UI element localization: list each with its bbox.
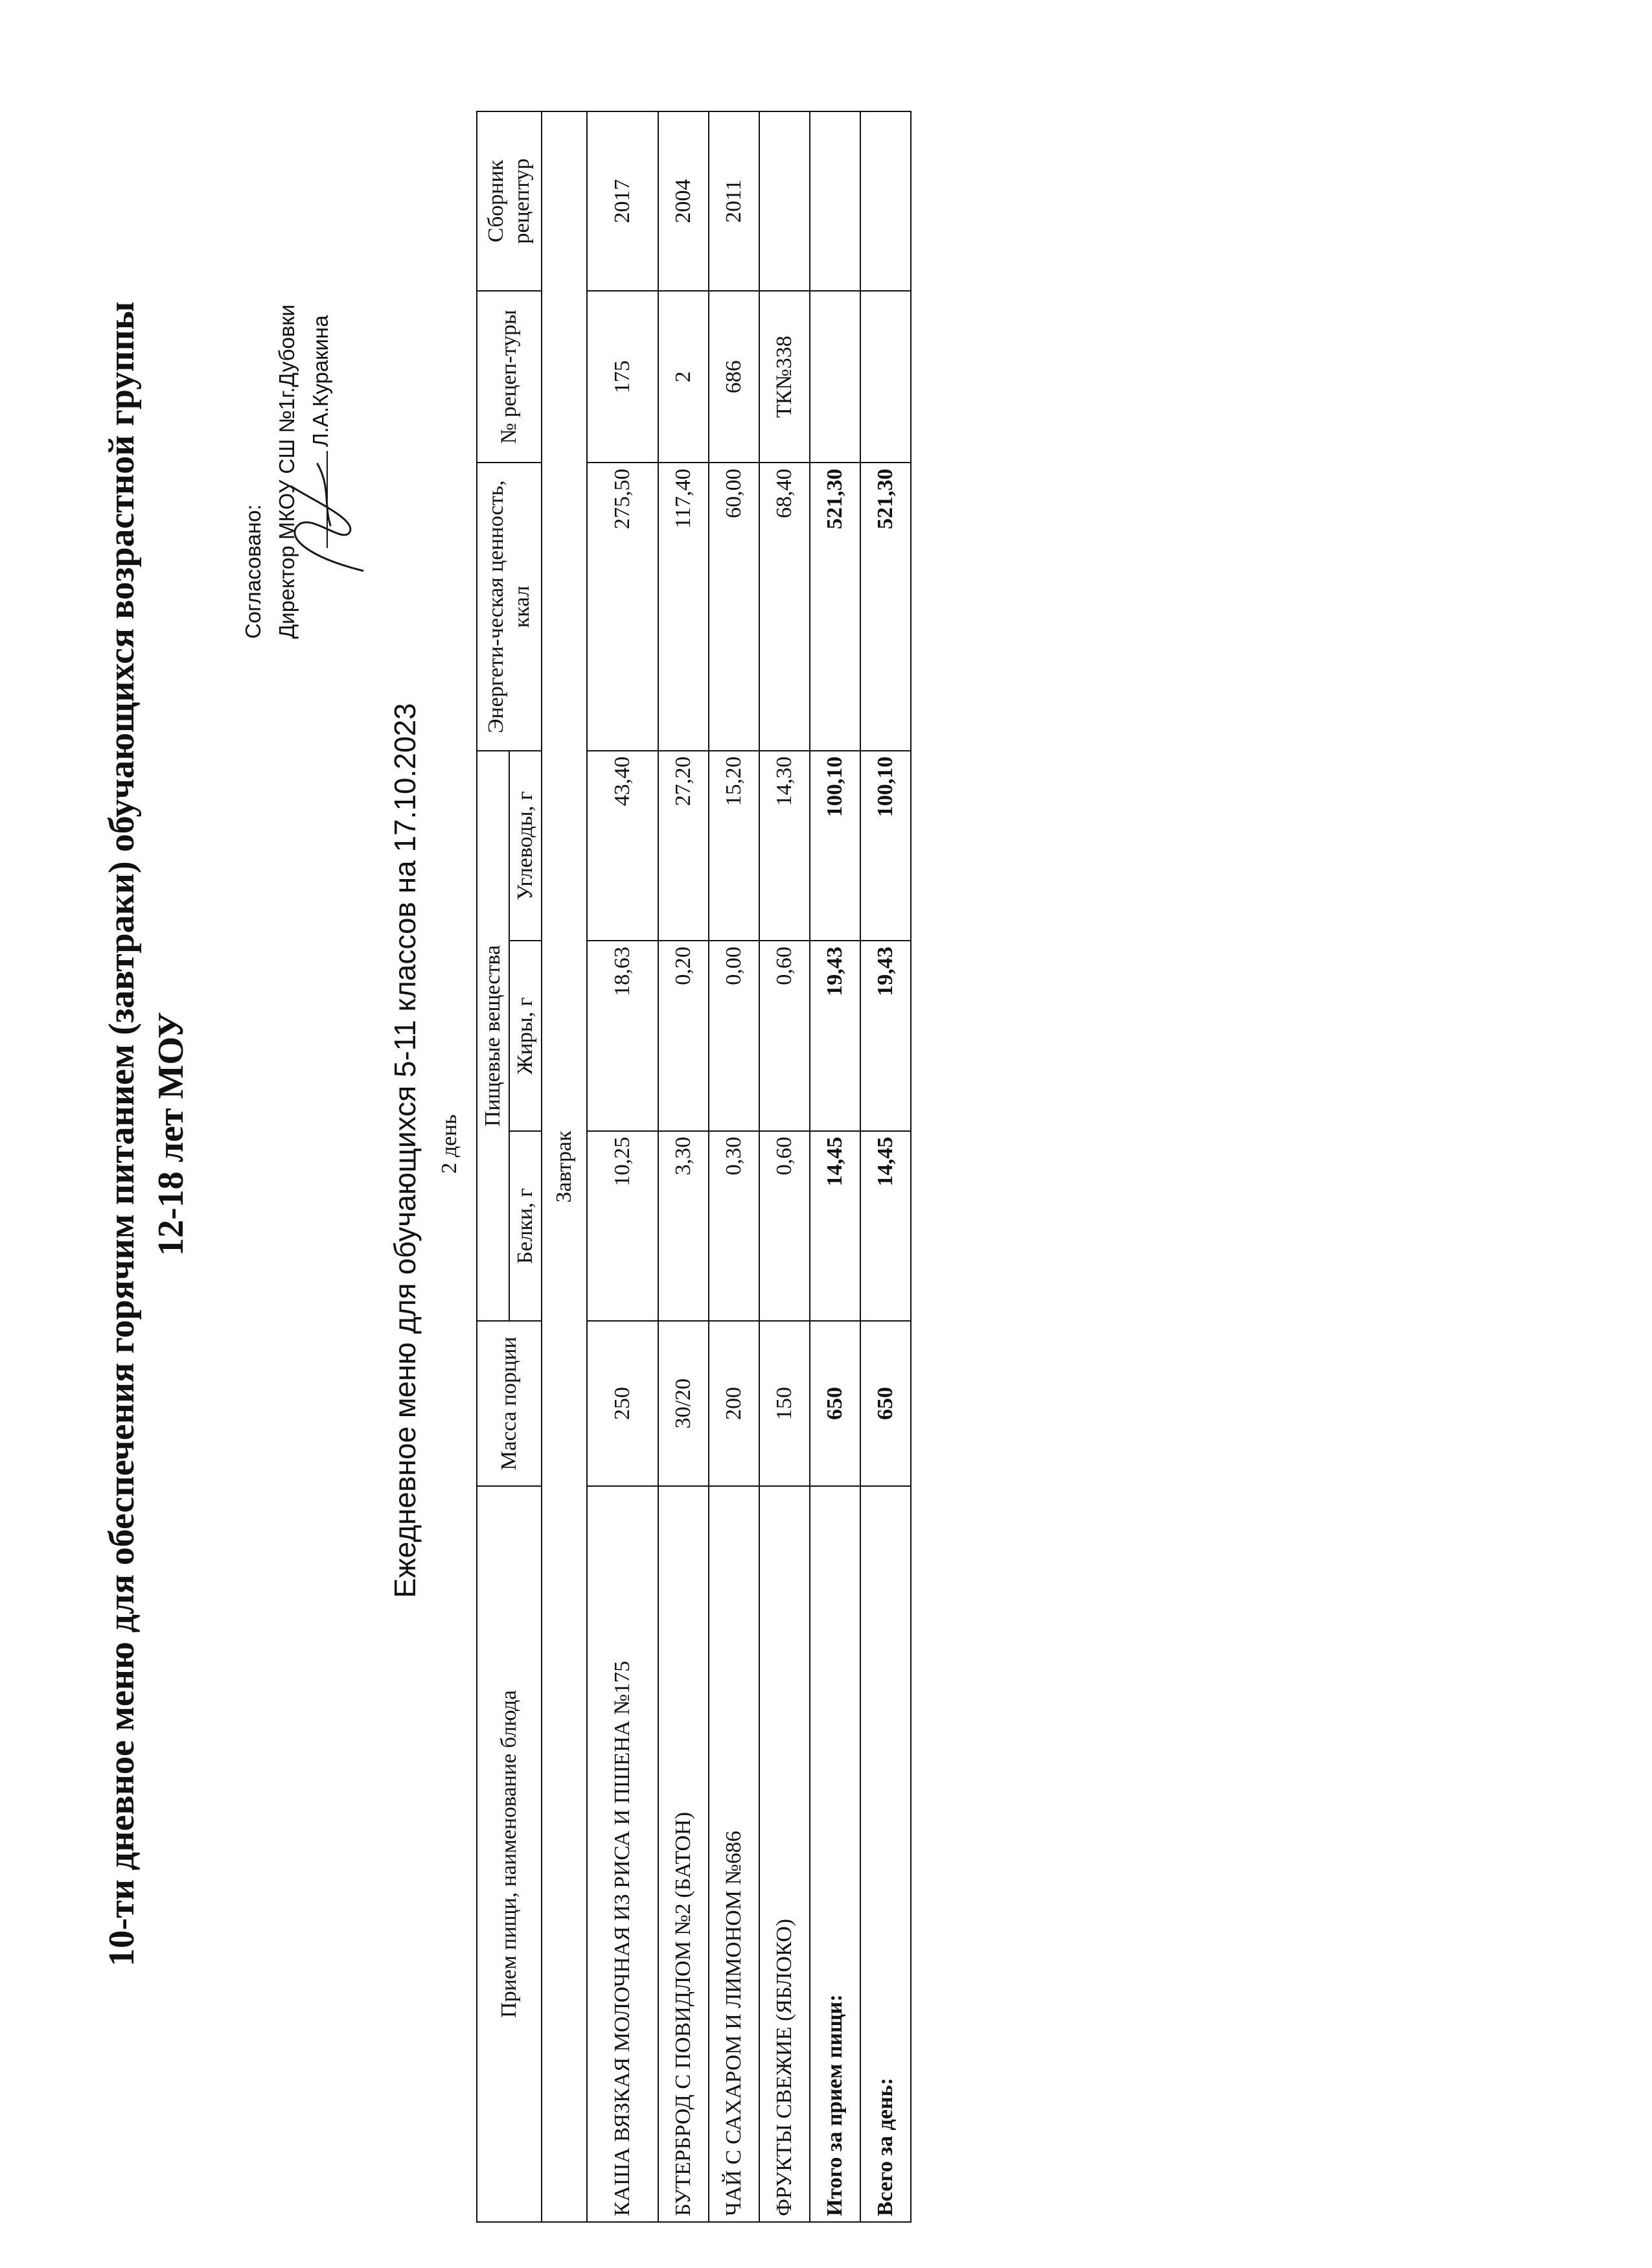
header-nutrients: Пищевые вещества	[477, 751, 509, 1322]
subtotal-energy: 521,30	[810, 463, 860, 751]
header-energy: Энергети-ческая ценность, ккал	[477, 463, 542, 751]
title-line-2: 12-18 лет МОУ	[151, 1012, 191, 1256]
menu-table	[476, 111, 912, 2223]
dish-collection	[759, 111, 810, 291]
dish-proteins: 0,60	[759, 1131, 810, 1322]
subtotal-proteins: 14,45	[810, 1131, 860, 1322]
empty-cell	[860, 291, 911, 463]
dish-name: ФРУКТЫ СВЕЖИЕ (ЯБЛОКО)	[759, 1486, 810, 2222]
approval-position: Директор МКОУ СШ №1г.Дубовки	[275, 304, 299, 639]
total-carbs: 100,10	[860, 751, 911, 941]
dish-mass: 250	[587, 1321, 658, 1485]
total-label: Всего за день:	[860, 1486, 911, 2222]
title-line-1: 10-ти дневное меню для обеспечения горячим питанием (завтраки) обучающихся возрастной группы	[102, 301, 142, 1967]
dish-proteins: 10,25	[587, 1131, 658, 1322]
dish-fats: 0,60	[759, 941, 810, 1131]
dish-recipe: 686	[709, 291, 759, 463]
header-name: Прием пищи, наименование блюда	[477, 1486, 542, 2222]
header-carbs: Углеводы, г	[509, 751, 542, 941]
dish-carbs: 43,40	[587, 751, 658, 941]
dish-carbs: 14,30	[759, 751, 810, 941]
dish-recipe: 2	[658, 291, 709, 463]
empty-cell	[810, 291, 860, 463]
dish-fats: 0,20	[658, 941, 709, 1131]
dish-mass: 200	[709, 1321, 759, 1485]
approval-label: Согласовано:	[241, 504, 265, 639]
subtotal-row	[810, 111, 860, 2222]
dish-collection: 2011	[709, 111, 759, 291]
dish-mass: 30/20	[658, 1321, 709, 1485]
header-recipe-no: № рецеп-туры	[477, 291, 542, 463]
dish-name: ЧАЙ С САХАРОМ И ЛИМОНОМ №686	[709, 1486, 759, 2222]
table-row	[658, 111, 709, 2222]
total-proteins: 14,45	[860, 1131, 911, 1322]
dish-energy: 60,00	[709, 463, 759, 751]
dish-carbs: 27,20	[658, 751, 709, 941]
subtotal-mass: 650	[810, 1321, 860, 1485]
dish-energy: 275,50	[587, 463, 658, 751]
dish-collection: 2017	[587, 111, 658, 291]
handwritten-signature	[272, 454, 376, 584]
total-fats: 19,43	[860, 941, 911, 1131]
document-title	[97, 0, 196, 2268]
dish-recipe: ТК№338	[759, 291, 810, 463]
subtotal-fats: 19,43	[810, 941, 860, 1131]
approval-name: Л.А.Куракина	[308, 315, 332, 447]
dish-recipe: 175	[587, 291, 658, 463]
dish-collection: 2004	[658, 111, 709, 291]
menu-subtitle: Ежедневное меню для обучающихся 5-11 классов на 17.10.2023	[388, 703, 422, 1598]
table-row	[587, 111, 658, 2222]
day-label: 2 день	[437, 1114, 461, 1174]
section-row	[542, 111, 587, 2222]
dish-name: БУТЕРБРОД С ПОВИДЛОМ №2 (БАТОН)	[658, 1486, 709, 2222]
dish-fats: 0,00	[709, 941, 759, 1131]
total-energy: 521,30	[860, 463, 911, 751]
menu-table-header	[477, 111, 542, 2222]
subtotal-label: Итого за прием пищи:	[810, 1486, 860, 2222]
dish-mass: 150	[759, 1321, 810, 1485]
dish-fats: 18,63	[587, 941, 658, 1131]
dish-carbs: 15,20	[709, 751, 759, 941]
table-row	[709, 111, 759, 2222]
header-proteins: Белки, г	[509, 1131, 542, 1322]
total-row	[860, 111, 911, 2222]
dish-name: КАША ВЯЗКАЯ МОЛОЧНАЯ ИЗ РИСА И ПШЕНА №175	[587, 1486, 658, 2222]
header-mass: Масса порции	[477, 1321, 542, 1485]
subtotal-carbs: 100,10	[810, 751, 860, 941]
header-fats: Жиры, г	[509, 941, 542, 1131]
empty-cell	[860, 111, 911, 291]
dish-proteins: 0,30	[709, 1131, 759, 1322]
dish-energy: 117,40	[658, 463, 709, 751]
dish-energy: 68,40	[759, 463, 810, 751]
empty-cell	[810, 111, 860, 291]
total-mass: 650	[860, 1321, 911, 1485]
dish-proteins: 3,30	[658, 1131, 709, 1322]
table-row	[759, 111, 810, 2222]
section-label: Завтрак	[542, 111, 587, 2222]
header-collection: Сборник рецептур	[477, 111, 542, 291]
